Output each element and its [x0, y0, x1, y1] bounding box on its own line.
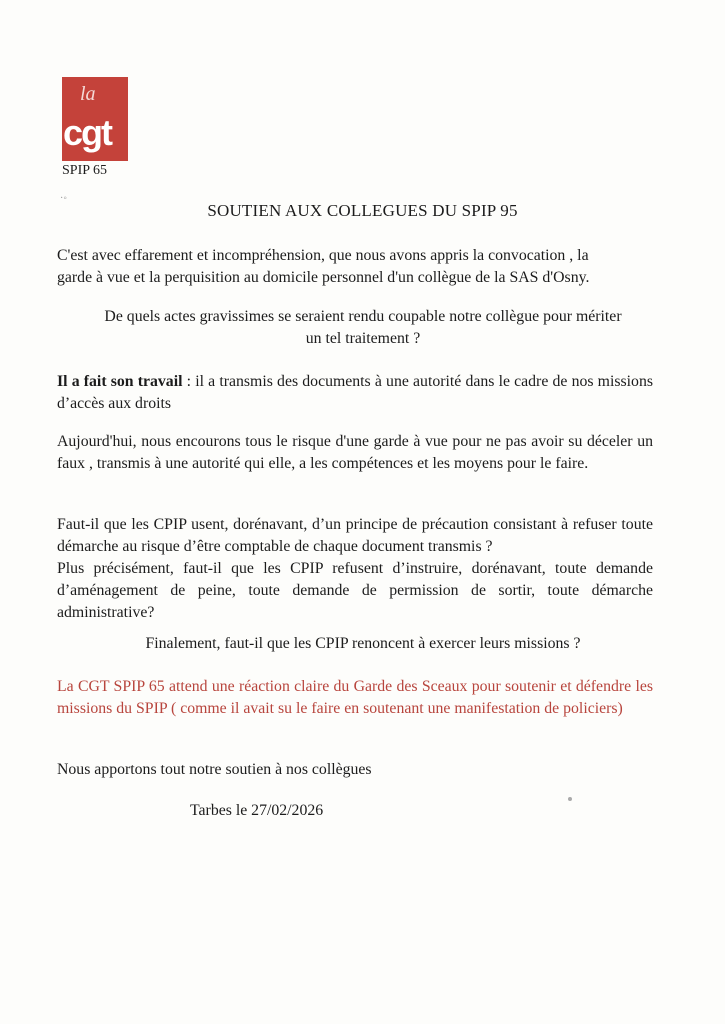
- logo-la-text: la: [80, 83, 96, 105]
- paragraph-6: Finalement, faut-il que les CPIP renoncent à exercer leurs missions ?: [145, 635, 581, 652]
- paragraph-3-text: : il a transmis des documents à une autorité dans le cadre de nos missions d’accès aux droits: [57, 373, 653, 412]
- paragraph-1-line-1: C'est avec effarement et incompréhension, que nous avons appris la convocation , la: [57, 247, 589, 264]
- paragraph-5a: Faut-il que les CPIP usent, dorénavant, d’un principe de précaution consistant à refuser toute démarche au risque d’être comptable de chaque document transmis ?: [57, 516, 653, 555]
- org-label: SPIP 65: [62, 163, 108, 178]
- paragraph-5b: Plus précisément, faut-il que les CPIP refusent d’instruire, dorénavant, toute demande d’aménagement de peine, toute demande de permission de sortir, toute démarche administrative?: [57, 560, 653, 621]
- page-title: SOUTIEN AUX COLLEGUES DU SPIP 95: [207, 201, 518, 220]
- logo-cgt-text: cgt: [63, 112, 111, 153]
- paragraph-4: Aujourd'hui, nous encourons tous le risque d'une garde à vue pour ne pas avoir su déceler un faux , transmis à une autorité qui elle, a les compétences et les moyens pour le faire.: [57, 433, 653, 472]
- paragraph-2-line-2: un tel traitement ?: [305, 330, 421, 347]
- paragraph-7: La CGT SPIP 65 attend une réaction claire du Garde des Sceaux pour soutenir et défendre les missions du SPIP ( comme il avait su le faire en soutenant une manifestation de policiers): [57, 678, 653, 717]
- paragraph-2: [57, 306, 669, 350]
- paragraph-1-line-2: garde à vue et la perquisition au domicile personnel d'un collègue de la SAS d'Osny.: [57, 269, 590, 286]
- signature-line: Tarbes le 27/02/2026: [190, 802, 324, 819]
- scan-speck-2: [568, 797, 572, 801]
- paragraph-3: [57, 371, 653, 415]
- paragraph-8: Nous apportons tout notre soutien à nos collègues: [57, 761, 372, 778]
- scan-speck: ·◦: [60, 193, 67, 204]
- cgt-logo: [62, 77, 128, 161]
- paragraph-2-line-1: De quels actes gravissimes se seraient rendu coupable notre collègue pour mériter: [104, 308, 622, 325]
- paragraph-1: [57, 245, 669, 289]
- paragraph-3-bold: Il a fait son travail: [57, 373, 183, 390]
